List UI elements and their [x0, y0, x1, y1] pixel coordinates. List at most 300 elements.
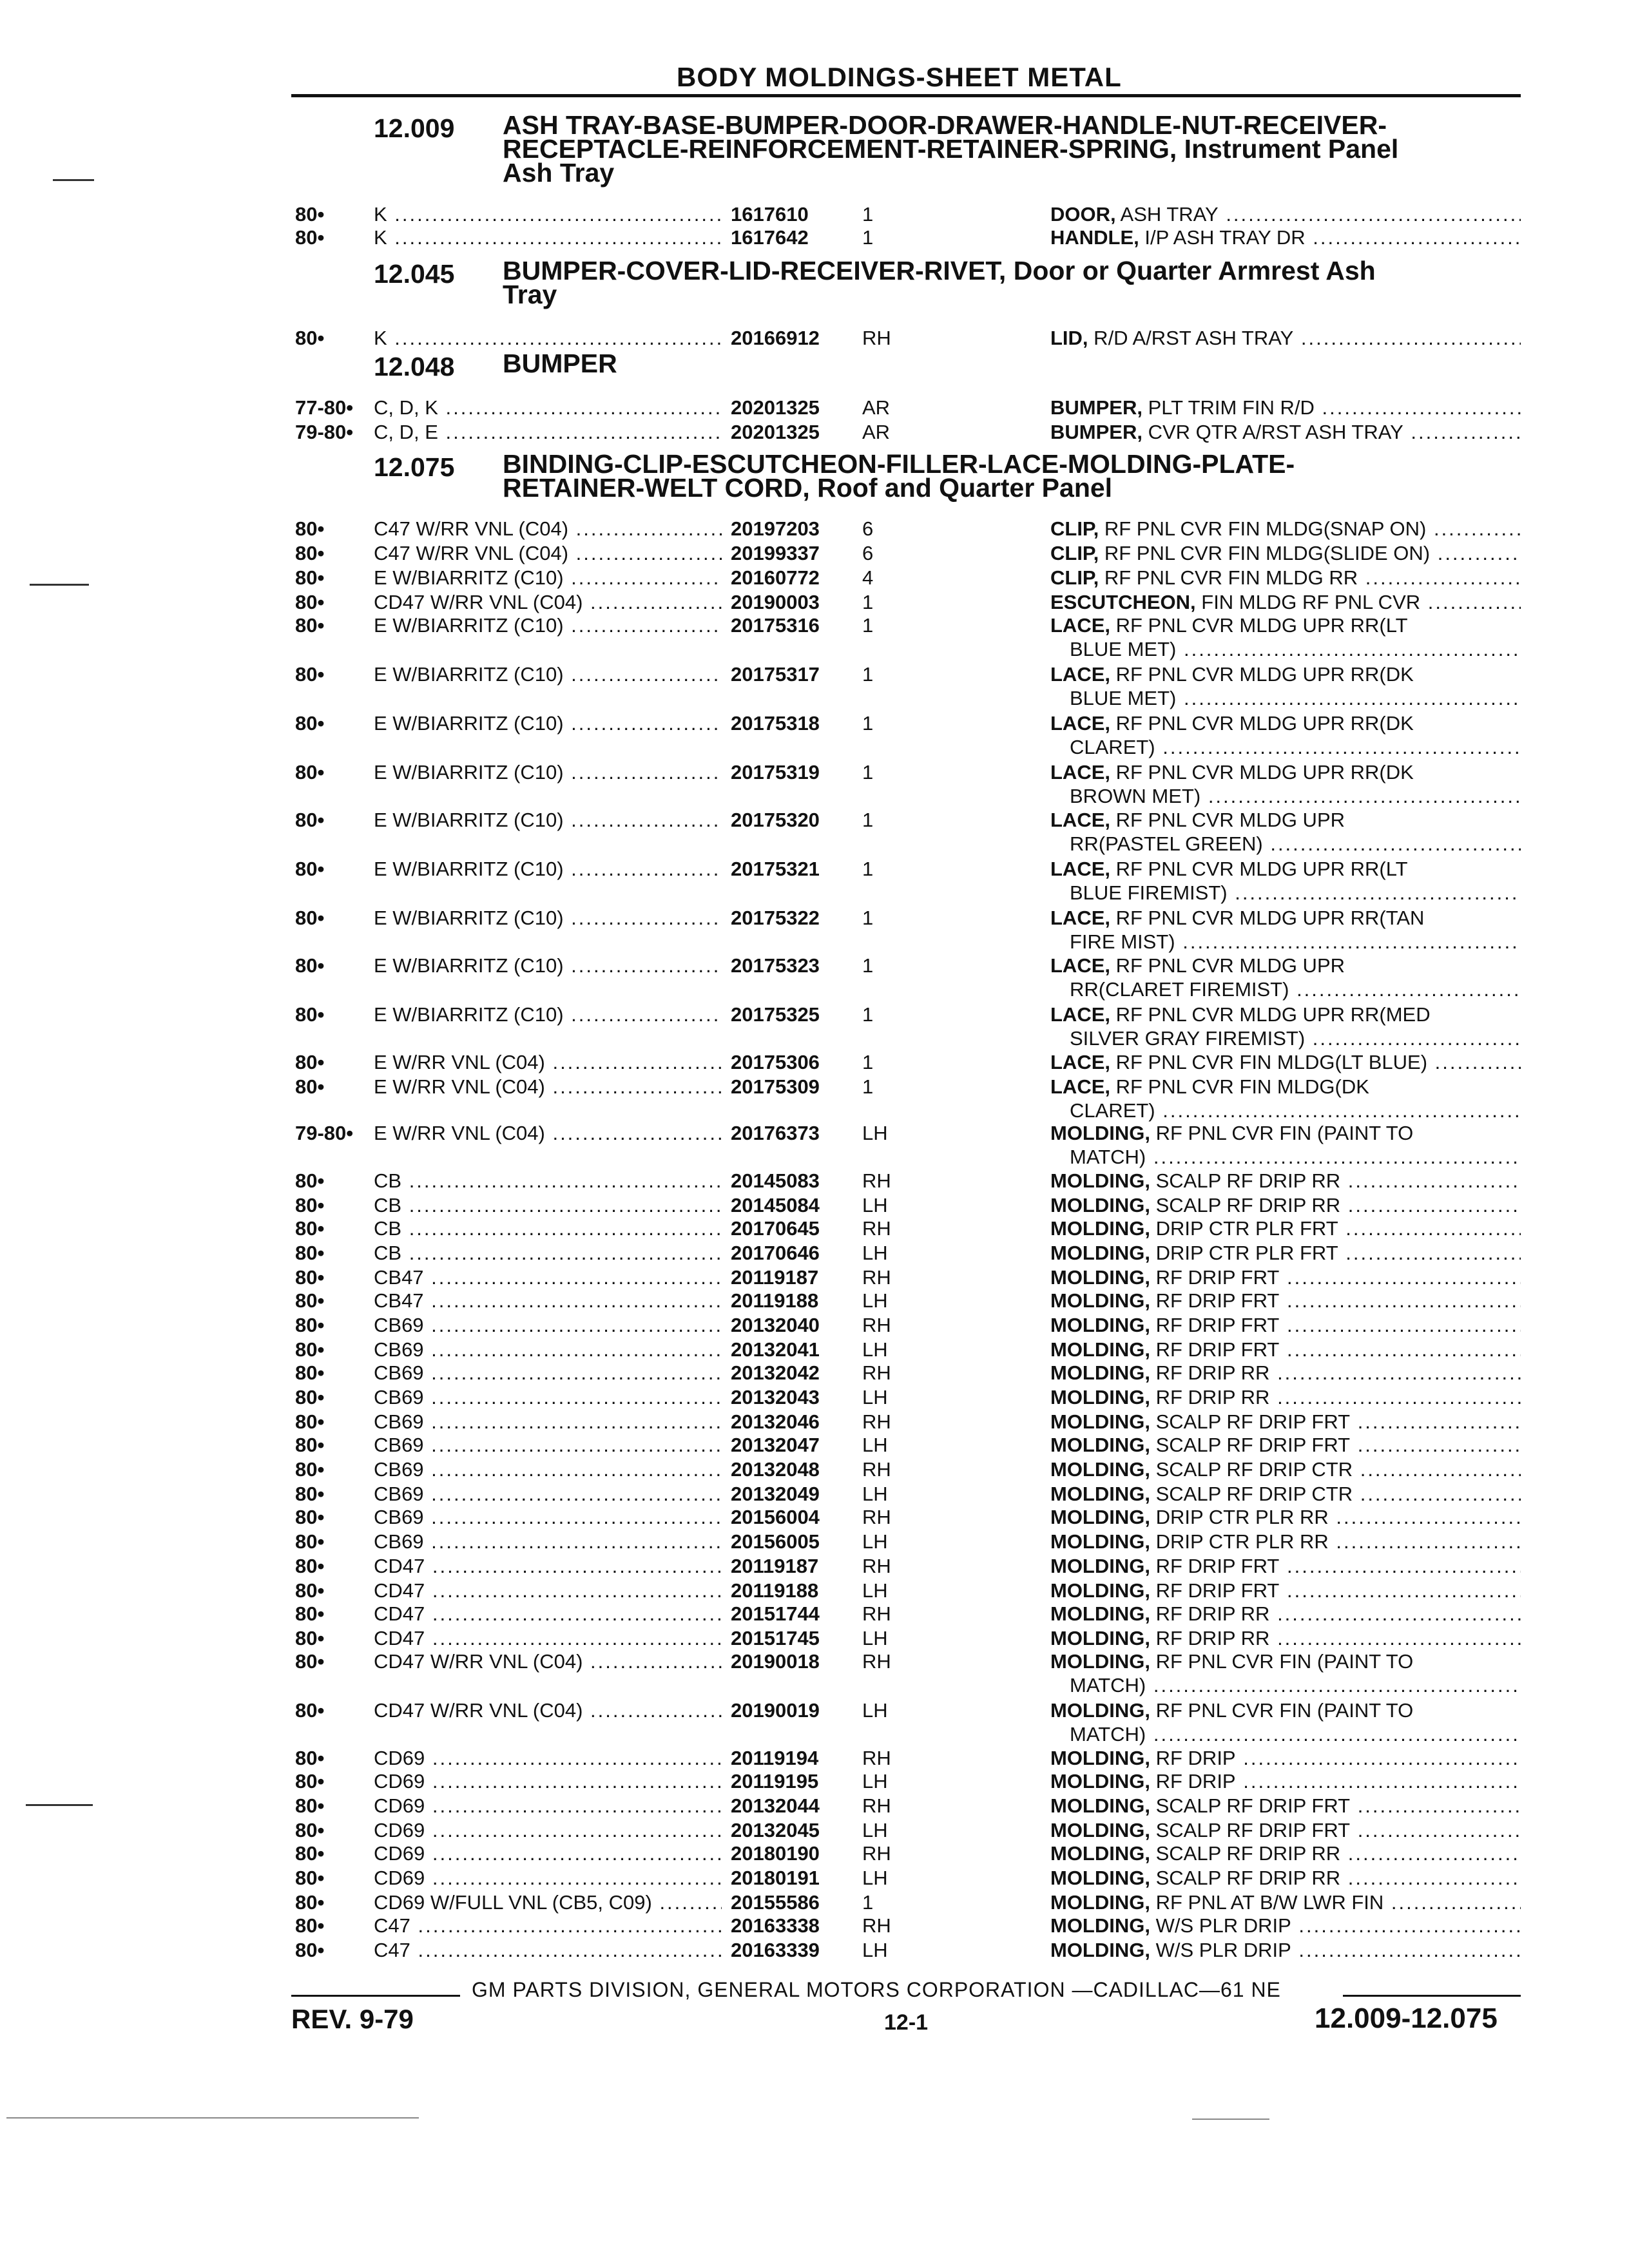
part-number: 20132049	[731, 1483, 820, 1505]
part-detail-continued: BLUE MET) .....	[1050, 637, 1521, 661]
part-number: 20190018	[731, 1650, 820, 1673]
part-detail: RF PNL CVR MLDG UPR RR(LT	[1110, 614, 1408, 637]
part-name: MOLDING,	[1050, 1627, 1150, 1649]
model-code: CB69 .....	[374, 1385, 722, 1409]
model-year: 80•	[295, 858, 325, 880]
part-name: MOLDING,	[1050, 1458, 1150, 1481]
model-year: 80•	[295, 1217, 325, 1240]
scan-edge-line	[6, 2117, 419, 2119]
quantity: LH	[862, 1338, 888, 1361]
model-code: CD47 W/RR VNL (C04) .....	[374, 590, 722, 614]
part-number: 20156005	[731, 1530, 820, 1553]
part-number: 20175323	[731, 954, 820, 977]
part-name: MOLDING,	[1050, 1169, 1150, 1192]
part-detail: RF PNL CVR MLDG UPR RR(DK	[1110, 761, 1414, 783]
part-number: 20166912	[731, 327, 820, 349]
model-code: CB69 .....	[374, 1530, 722, 1553]
model-year: 80•	[295, 1169, 325, 1192]
part-detail: RF DRIP FRT	[1150, 1266, 1280, 1289]
list-item	[0, 1698, 1629, 1746]
quantity: RH	[862, 1506, 891, 1528]
model-year: 80•	[295, 1242, 325, 1264]
model-code: CB69 .....	[374, 1505, 722, 1529]
model-code: CB .....	[374, 1169, 722, 1193]
model-code: CD47 .....	[374, 1554, 722, 1578]
part-detail-continued: BLUE MET) .....	[1050, 686, 1521, 710]
part-name: MOLDING,	[1050, 1483, 1150, 1505]
part-number: 20132046	[731, 1410, 820, 1433]
model-year: 80•	[295, 809, 325, 831]
part-detail: W/S PLR DRIP	[1150, 1939, 1291, 1961]
quantity: LH	[862, 1434, 888, 1456]
part-number: 20180190	[731, 1842, 820, 1865]
part-detail: RF PNL CVR MLDG UPR RR(DK	[1110, 663, 1414, 686]
quantity: RH	[862, 1747, 891, 1769]
part-number: 20201325	[731, 396, 820, 419]
part-name: MOLDING,	[1050, 1122, 1150, 1144]
part-description	[1050, 1698, 1521, 1746]
model-code: CB69 .....	[374, 1313, 722, 1337]
model-year: 80•	[295, 614, 325, 637]
quantity: RH	[862, 1842, 891, 1865]
part-name: HANDLE,	[1050, 226, 1139, 249]
part-name: MOLDING,	[1050, 1579, 1150, 1602]
quantity: 1	[862, 809, 874, 831]
model-year: 80•	[295, 226, 325, 249]
section-number: 12.009	[374, 113, 455, 143]
model-code: E W/RR VNL (C04) .....	[374, 1050, 722, 1074]
model-year: 80•	[295, 1458, 325, 1481]
part-detail: SCALP RF DRIP FRT	[1150, 1434, 1351, 1456]
quantity: LH	[862, 1627, 888, 1649]
part-description	[1050, 954, 1521, 1001]
part-name: MOLDING,	[1050, 1650, 1150, 1673]
model-code: C, D, K .....	[374, 396, 722, 419]
part-description	[1050, 420, 1521, 468]
model-year: 80•	[295, 566, 325, 589]
section-title: ASH TRAY-BASE-BUMPER-DOOR-DRAWER-HANDLE-NUT-RECEIVER- RECEPTACLE-REINFORCEMENT-RETAINER-SPRING, Instrument Panel Ash Tray	[503, 110, 1399, 187]
quantity: 1	[862, 203, 874, 226]
part-name: MOLDING,	[1050, 1891, 1150, 1914]
part-detail: RF DRIP FRT	[1150, 1314, 1280, 1336]
quantity: LH	[862, 1483, 888, 1505]
part-detail: DRIP CTR PLR FRT	[1150, 1217, 1338, 1240]
header-rule	[291, 94, 1521, 97]
model-year: 80•	[295, 1842, 325, 1865]
part-name: ESCUTCHEON,	[1050, 591, 1196, 613]
quantity: RH	[862, 1650, 891, 1673]
part-detail: RF PNL CVR MLDG UPR RR(MED	[1110, 1003, 1431, 1026]
list-item	[0, 326, 1629, 378]
model-code: E W/BIARRITZ (C10) .....	[374, 662, 722, 686]
quantity: LH	[862, 1770, 888, 1792]
list-item	[0, 1649, 1629, 1697]
quantity: RH	[862, 1794, 891, 1817]
part-detail: SCALP RF DRIP RR	[1150, 1867, 1341, 1889]
part-description	[1050, 711, 1521, 759]
part-number: 20156004	[731, 1506, 820, 1528]
model-year: 80•	[295, 1266, 325, 1289]
part-detail: RF PNL CVR FIN (PAINT TO	[1150, 1699, 1414, 1722]
list-item	[0, 857, 1629, 905]
quantity: 6	[862, 517, 874, 540]
part-number: 20119195	[731, 1770, 819, 1792]
part-detail-continued: MATCH) .....	[1050, 1673, 1521, 1697]
quantity: AR	[862, 396, 891, 419]
part-number: 20151744	[731, 1602, 820, 1625]
part-name: BUMPER,	[1050, 396, 1142, 419]
model-code: CB69 .....	[374, 1457, 722, 1481]
part-detail: RF PNL AT B/W LWR FIN	[1150, 1891, 1384, 1914]
model-year: 80•	[295, 1867, 325, 1889]
part-description	[1050, 1075, 1521, 1122]
part-name: LACE,	[1050, 712, 1110, 735]
quantity: 1	[862, 712, 874, 735]
quantity: 1	[862, 1075, 874, 1098]
quantity: LH	[862, 1242, 888, 1264]
part-description	[1050, 857, 1521, 905]
model-code: E W/RR VNL (C04) .....	[374, 1121, 722, 1145]
part-number: 20180191	[731, 1867, 820, 1889]
section-range: 12.009-12.075	[1315, 2003, 1498, 2034]
quantity: RH	[862, 1169, 891, 1192]
model-year: 79-80•	[295, 1122, 354, 1144]
part-name: MOLDING,	[1050, 1217, 1150, 1240]
model-code: CB69 .....	[374, 1338, 722, 1361]
footer-rule-left	[291, 1995, 460, 1997]
part-detail: RF PNL CVR FIN MLDG(DK	[1110, 1075, 1369, 1098]
part-number: 20119188	[731, 1289, 819, 1312]
part-number: 20175325	[731, 1003, 820, 1026]
section-title: BUMPER-COVER-LID-RECEIVER-RIVET, Door or Quarter Armrest Ash Tray	[503, 256, 1376, 309]
part-name: LACE,	[1050, 761, 1110, 783]
model-year: 80•	[295, 954, 325, 977]
part-description	[1050, 326, 1521, 374]
model-year: 80•	[295, 591, 325, 613]
part-name: MOLDING,	[1050, 1747, 1150, 1769]
part-detail: RF PNL CVR FIN MLDG RR	[1099, 566, 1358, 589]
part-name: LACE,	[1050, 1003, 1110, 1026]
part-detail: I/P ASH TRAY DR	[1139, 226, 1306, 249]
part-name: MOLDING,	[1050, 1914, 1150, 1937]
part-detail-continued: MATCH) .....	[1050, 1722, 1521, 1746]
part-detail: DRIP CTR PLR RR	[1150, 1530, 1329, 1553]
part-name: LACE,	[1050, 954, 1110, 977]
part-name: LID,	[1050, 327, 1088, 349]
quantity: RH	[862, 1266, 891, 1289]
part-number: 20132048	[731, 1458, 820, 1481]
part-number: 20170645	[731, 1217, 820, 1240]
part-name: MOLDING,	[1050, 1506, 1150, 1528]
quantity: LH	[862, 1289, 888, 1312]
model-code: CD47 W/RR VNL (C04) .....	[374, 1649, 722, 1673]
part-name: LACE,	[1050, 663, 1110, 686]
part-detail: RF PNL CVR FIN (PAINT TO	[1150, 1650, 1414, 1673]
quantity: 1	[862, 614, 874, 637]
model-code: CB69 .....	[374, 1433, 722, 1457]
part-detail-continued: BROWN MET) .....	[1050, 784, 1521, 808]
revision-label: REV. 9-79	[291, 2004, 414, 2034]
model-code: E W/BIARRITZ (C10) .....	[374, 711, 722, 735]
part-description	[1050, 808, 1521, 856]
model-code: CB47 .....	[374, 1289, 722, 1312]
scan-edge-line	[1192, 2119, 1269, 2120]
quantity: LH	[862, 1122, 888, 1144]
part-name: MOLDING,	[1050, 1386, 1150, 1408]
part-detail: SCALP RF DRIP RR	[1150, 1842, 1341, 1865]
model-code: C47 W/RR VNL (C04) .....	[374, 517, 722, 541]
part-number: 20175317	[731, 663, 820, 686]
part-number: 20175320	[731, 809, 820, 831]
part-detail: RF DRIP RR	[1150, 1627, 1270, 1649]
model-code: E W/BIARRITZ (C10) .....	[374, 760, 722, 784]
part-name: LACE,	[1050, 1075, 1110, 1098]
model-year: 80•	[295, 1555, 325, 1577]
model-year: 80•	[295, 1506, 325, 1528]
model-year: 80•	[295, 203, 325, 226]
model-code: E W/BIARRITZ (C10) .....	[374, 906, 722, 930]
list-item	[0, 954, 1629, 1001]
list-item	[0, 1121, 1629, 1169]
part-name: MOLDING,	[1050, 1530, 1150, 1553]
part-detail: DRIP CTR PLR FRT	[1150, 1242, 1338, 1264]
model-code: CD69 .....	[374, 1794, 722, 1818]
model-code: E W/BIARRITZ (C10) .....	[374, 808, 722, 832]
part-detail-continued: RR(PASTEL GREEN) .....	[1050, 832, 1521, 856]
model-year: 80•	[295, 761, 325, 783]
part-name: LACE,	[1050, 614, 1110, 637]
model-code: K .....	[374, 202, 722, 226]
part-detail: RF DRIP RR	[1150, 1361, 1270, 1384]
part-detail: RF PNL CVR MLDG UPR	[1110, 809, 1345, 831]
part-number: 20190019	[731, 1699, 820, 1722]
part-number: 20175318	[731, 712, 820, 735]
part-number: 20197203	[731, 517, 820, 540]
part-description	[1050, 226, 1521, 273]
part-name: MOLDING,	[1050, 1770, 1150, 1792]
part-detail: FIN MLDG RF PNL CVR	[1195, 591, 1421, 613]
model-code: C, D, E .....	[374, 420, 722, 444]
section-number: 12.075	[374, 452, 455, 482]
model-year: 80•	[295, 1650, 325, 1673]
part-name: DOOR,	[1050, 203, 1116, 226]
part-detail: RF PNL CVR MLDG UPR	[1110, 954, 1345, 977]
quantity: 6	[862, 542, 874, 564]
model-year: 80•	[295, 1794, 325, 1817]
part-number: 20119187	[731, 1266, 819, 1289]
part-detail: RF DRIP FRT	[1150, 1338, 1280, 1361]
part-name: MOLDING,	[1050, 1338, 1150, 1361]
part-detail: RF DRIP FRT	[1150, 1289, 1280, 1312]
part-detail: DRIP CTR PLR RR	[1150, 1506, 1329, 1528]
model-code: E W/BIARRITZ (C10) .....	[374, 613, 722, 637]
model-code: CD47 .....	[374, 1602, 722, 1626]
model-year: 80•	[295, 1602, 325, 1625]
model-code: CB69 .....	[374, 1482, 722, 1506]
list-item	[0, 226, 1629, 273]
part-name: CLIP,	[1050, 566, 1099, 589]
part-number: 20175322	[731, 907, 820, 929]
footer-rule-right	[1343, 1995, 1521, 1997]
model-code: CB .....	[374, 1193, 722, 1217]
part-detail: RF PNL CVR MLDG UPR RR(TAN	[1110, 907, 1425, 929]
part-number: 20132042	[731, 1361, 820, 1384]
model-year: 80•	[295, 542, 325, 564]
part-name: BUMPER,	[1050, 421, 1142, 443]
part-name: CLIP,	[1050, 517, 1099, 540]
model-code: CB .....	[374, 1241, 722, 1265]
part-detail: ASH TRAY	[1115, 203, 1219, 226]
part-detail: SCALP RF DRIP FRT	[1150, 1410, 1351, 1433]
part-number: 20132043	[731, 1386, 820, 1408]
model-year: 80•	[295, 1338, 325, 1361]
model-year: 80•	[295, 1747, 325, 1769]
model-code: CD69 .....	[374, 1841, 722, 1865]
list-item	[0, 808, 1629, 856]
model-year: 80•	[295, 1579, 325, 1602]
part-number: 20155586	[731, 1891, 820, 1914]
model-code: CD69 W/FULL VNL (CB5, C09) .....	[374, 1890, 722, 1914]
part-description	[1050, 1003, 1521, 1050]
list-item	[0, 420, 1629, 468]
model-year: 80•	[295, 1627, 325, 1649]
model-code: CD47 W/RR VNL (C04) .....	[374, 1698, 722, 1722]
part-detail-continued: SILVER GRAY FIREMIST) .....	[1050, 1026, 1521, 1050]
part-detail: SCALP RF DRIP FRT	[1150, 1794, 1351, 1817]
part-name: MOLDING,	[1050, 1842, 1150, 1865]
part-detail: RF PNL CVR FIN MLDG(LT BLUE)	[1110, 1051, 1428, 1073]
part-description	[1050, 1649, 1521, 1697]
part-name: MOLDING,	[1050, 1699, 1150, 1722]
part-number: 20175316	[731, 614, 820, 637]
model-year: 80•	[295, 663, 325, 686]
quantity: LH	[862, 1819, 888, 1841]
model-code: K .....	[374, 226, 722, 249]
model-year: 80•	[295, 1194, 325, 1216]
part-name: MOLDING,	[1050, 1434, 1150, 1456]
section-number: 12.045	[374, 259, 455, 289]
quantity: RH	[862, 1314, 891, 1336]
part-detail: RF PNL CVR FIN MLDG(SLIDE ON)	[1099, 542, 1431, 564]
model-year: 80•	[295, 1819, 325, 1841]
model-year: 80•	[295, 1003, 325, 1026]
part-number: 20132045	[731, 1819, 820, 1841]
model-year: 80•	[295, 1386, 325, 1408]
quantity: LH	[862, 1699, 888, 1722]
model-code: CD69 .....	[374, 1818, 722, 1842]
quantity: 1	[862, 954, 874, 977]
part-name: MOLDING,	[1050, 1794, 1150, 1817]
model-code: K .....	[374, 326, 722, 350]
part-name: LACE,	[1050, 858, 1110, 880]
model-year: 77-80•	[295, 396, 354, 419]
quantity: LH	[862, 1386, 888, 1408]
model-year: 80•	[295, 1483, 325, 1505]
model-code: E W/BIARRITZ (C10) .....	[374, 857, 722, 881]
section-number: 12.048	[374, 352, 455, 381]
list-item	[0, 760, 1629, 808]
quantity: LH	[862, 1530, 888, 1553]
model-year: 80•	[295, 1530, 325, 1553]
model-code: E W/BIARRITZ (C10) .....	[374, 566, 722, 590]
quantity: LH	[862, 1579, 888, 1602]
part-detail: SCALP RF DRIP RR	[1150, 1194, 1341, 1216]
part-number: 1617642	[731, 226, 809, 249]
quantity: RH	[862, 327, 891, 349]
part-number: 20199337	[731, 542, 820, 564]
model-year: 80•	[295, 1289, 325, 1312]
part-name: MOLDING,	[1050, 1867, 1150, 1889]
part-number: 20145083	[731, 1169, 820, 1192]
model-code: CD47 .....	[374, 1579, 722, 1602]
part-name: LACE,	[1050, 907, 1110, 929]
part-detail: RF PNL CVR FIN MLDG(SNAP ON)	[1099, 517, 1427, 540]
quantity: 1	[862, 907, 874, 929]
part-number: 20119194	[731, 1747, 819, 1769]
part-name: MOLDING,	[1050, 1939, 1150, 1961]
list-item	[0, 662, 1629, 710]
part-detail-continued: FIRE MIST) .....	[1050, 930, 1521, 954]
part-description	[1050, 760, 1521, 808]
quantity: LH	[862, 1867, 888, 1889]
model-year: 79-80•	[295, 421, 354, 443]
model-code: CD47 .....	[374, 1626, 722, 1650]
part-detail: RF PNL CVR MLDG UPR RR(DK	[1110, 712, 1414, 735]
part-detail-continued: MATCH) .....	[1050, 1145, 1521, 1169]
model-code: C47 W/RR VNL (C04) .....	[374, 541, 722, 565]
part-detail: SCALP RF DRIP FRT	[1150, 1819, 1351, 1841]
part-detail: RF DRIP FRT	[1150, 1555, 1280, 1577]
quantity: RH	[862, 1410, 891, 1433]
part-number: 20201325	[731, 421, 820, 443]
margin-mark	[53, 179, 94, 181]
model-year: 80•	[295, 1075, 325, 1098]
part-number: 20163338	[731, 1914, 820, 1937]
quantity: LH	[862, 1939, 888, 1961]
part-number: 20151745	[731, 1627, 820, 1649]
quantity: RH	[862, 1602, 891, 1625]
model-year: 80•	[295, 1314, 325, 1336]
part-name: MOLDING,	[1050, 1242, 1150, 1264]
part-detail: W/S PLR DRIP	[1150, 1914, 1291, 1937]
quantity: RH	[862, 1361, 891, 1384]
part-name: MOLDING,	[1050, 1819, 1150, 1841]
part-detail-continued: CLARET) .....	[1050, 1099, 1521, 1122]
part-detail: RF PNL CVR MLDG UPR RR(LT	[1110, 858, 1408, 880]
part-detail: SCALP RF DRIP CTR	[1150, 1458, 1353, 1481]
model-year: 80•	[295, 1699, 325, 1722]
part-name: MOLDING,	[1050, 1410, 1150, 1433]
part-description	[1050, 662, 1521, 710]
part-description	[1050, 1121, 1521, 1169]
model-year: 80•	[295, 327, 325, 349]
model-year: 80•	[295, 1434, 325, 1456]
part-detail: SCALP RF DRIP CTR	[1150, 1483, 1353, 1505]
part-number: 20190003	[731, 591, 820, 613]
quantity: RH	[862, 1555, 891, 1577]
quantity: 1	[862, 1891, 874, 1914]
quantity: 1	[862, 591, 874, 613]
model-year: 80•	[295, 907, 325, 929]
part-number: 20119187	[731, 1555, 819, 1577]
part-detail: SCALP RF DRIP RR	[1150, 1169, 1341, 1192]
model-code: CB .....	[374, 1216, 722, 1240]
page-header-title: BODY MOLDINGS-SHEET METAL	[677, 62, 1122, 92]
part-description	[1050, 906, 1521, 954]
quantity: 1	[862, 1051, 874, 1073]
model-code: E W/BIARRITZ (C10) .....	[374, 1003, 722, 1026]
part-number: 20160772	[731, 566, 820, 589]
